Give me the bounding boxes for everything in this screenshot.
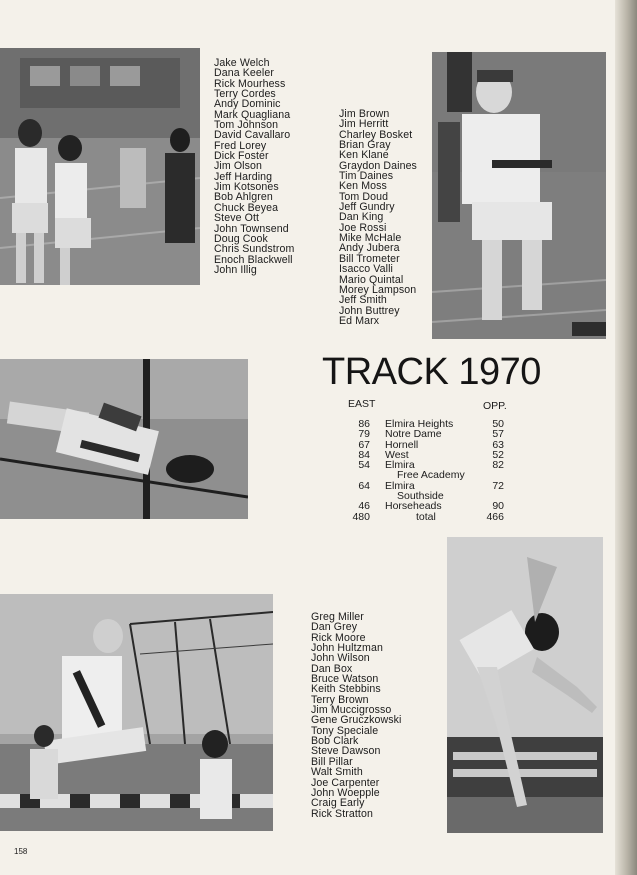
athlete-name: Tom Johnson [214,119,279,132]
east-total: 480 [352,510,370,523]
athlete-name: Rick Stratton [311,807,373,820]
athlete-name: Tim Daines [339,170,394,183]
athlete-name: Bill Pillar [311,755,353,768]
athlete-name: John Illig [214,263,257,276]
athlete-name: Graydon Daines [339,159,417,172]
athlete-name: Bob Ahlgren [214,191,273,204]
athlete-name: David Cavallaro [214,129,291,142]
athlete-name: Chuck Beyea [214,201,279,214]
east-score: 67 [358,438,370,451]
athlete-name: Dan King [339,211,384,224]
opponent-name: Elmira [385,479,415,492]
athlete-name: Tom Doud [339,190,389,203]
athlete-name: Rick Mourhess [214,77,286,90]
opponent-name: Hornell [385,438,419,451]
athlete-name: Jim Kotsones [214,181,279,194]
athlete-name: Terry Brown [311,693,369,706]
athlete-name: Steve Dawson [311,745,381,758]
athlete-name: Enoch Blackwell [214,253,293,266]
athlete-name: Ken Moss [339,180,387,193]
page-title: TRACK 1970 [322,351,541,393]
athlete-name: Dan Grey [311,621,358,634]
opponent-name: Elmira Heights [385,418,454,430]
opponent-name-continued: Southside [397,490,444,503]
athlete-name: Keith Stebbins [311,683,381,696]
athlete-name: Steve Ott [214,212,260,225]
photo-relay-runners [0,48,200,285]
score-row-total [340,512,510,522]
score-table [340,419,510,522]
athlete-name: Mark Quagliana [214,108,291,121]
athlete-name: Bruce Watson [311,673,379,686]
east-score: 86 [358,418,370,430]
opponent-score: 72 [492,479,504,492]
opponent-score: 50 [492,418,504,430]
athlete-name: Dana Keeler [214,67,274,80]
athlete-name: Tony Speciale [311,724,379,737]
athlete-name: Fred Lorey [214,139,267,152]
athlete-name: Gene Gruczkowski [311,714,402,727]
athlete-name: Bill Trometer [339,252,400,265]
athlete-name: Jeff Smith [339,294,387,307]
athlete-name: Andy Jubera [339,242,400,255]
east-score: 64 [358,479,370,492]
roster-column-2 [339,109,417,326]
opponent-total: 466 [486,510,504,523]
page-binding-edge [615,0,637,875]
score-header-east: EAST [348,398,376,410]
athlete-name: John Buttrey [339,304,400,317]
athlete-name: Doug Cook [214,232,268,245]
athlete-name: Jim Brown [339,108,390,120]
athlete-name: Mario Quintal [339,273,404,286]
athlete-name: Ed Marx [339,314,380,327]
opponent-score: 63 [492,438,504,451]
athlete-name: Brian Gray [339,139,391,152]
opponent-score: 57 [492,428,504,441]
athlete-name: Dan Box [311,662,353,675]
photo-leaping-athlete [447,537,603,833]
athlete-name: Greg Miller [311,611,364,623]
opponent-score: 82 [492,459,504,472]
athlete-name: Andy Dominic [214,98,281,111]
score-header-opp: OPP. [483,400,507,412]
athlete-name: Terry Cordes [214,88,276,101]
opponent-name: West [385,448,409,461]
photo-high-jump [0,359,248,519]
athlete-name: John Townsend [214,222,289,235]
roster-column-1 [214,58,294,275]
photo-runner-starting [432,52,606,339]
opponent-score: 90 [492,500,504,513]
athlete-name: Bob Clark [311,735,359,748]
athlete-name: Joe Carpenter [311,776,380,789]
athlete-name: John Wilson [311,652,370,665]
opponent-score: 52 [492,448,504,461]
athlete-name: Rick Moore [311,631,366,644]
total-label: total [416,510,436,523]
athlete-name: Chris Sundstrom [214,243,295,256]
athlete-name: Dick Foster [214,150,269,163]
page-number: 158 [14,847,28,856]
opponent-name: Elmira [385,459,415,472]
roster-column-3 [311,612,402,819]
athlete-name: Jeff Gundry [339,201,395,214]
east-score: 54 [358,459,370,472]
athlete-name: Craig Early [311,797,365,810]
athlete-name: Jim Muccigrosso [311,704,392,717]
photo-hurdles [0,594,273,831]
athlete-name: Charley Bosket [339,128,413,141]
athlete-name: Jake Welch [214,57,270,69]
athlete-name: Walt Smith [311,766,363,779]
athlete-name: John Woepple [311,786,380,799]
east-score: 46 [358,500,370,513]
opponent-name-continued: Free Academy [397,469,465,482]
opponent-name: Horseheads [385,500,442,513]
east-score: 84 [358,448,370,461]
athlete-name: Isacco Valli [339,263,393,276]
opponent-name: Notre Dame [385,428,442,441]
athlete-name: Jeff Harding [214,170,273,183]
athlete-name: Ken Klane [339,149,389,162]
athlete-name: Jim Olson [214,160,262,173]
athlete-name: Jim Herritt [339,118,389,131]
athlete-name: Mike McHale [339,232,402,245]
east-score: 79 [358,428,370,441]
athlete-name: Morey Lampson [339,283,417,296]
athlete-name: Joe Rossi [339,221,387,234]
athlete-name: John Hultzman [311,642,383,655]
